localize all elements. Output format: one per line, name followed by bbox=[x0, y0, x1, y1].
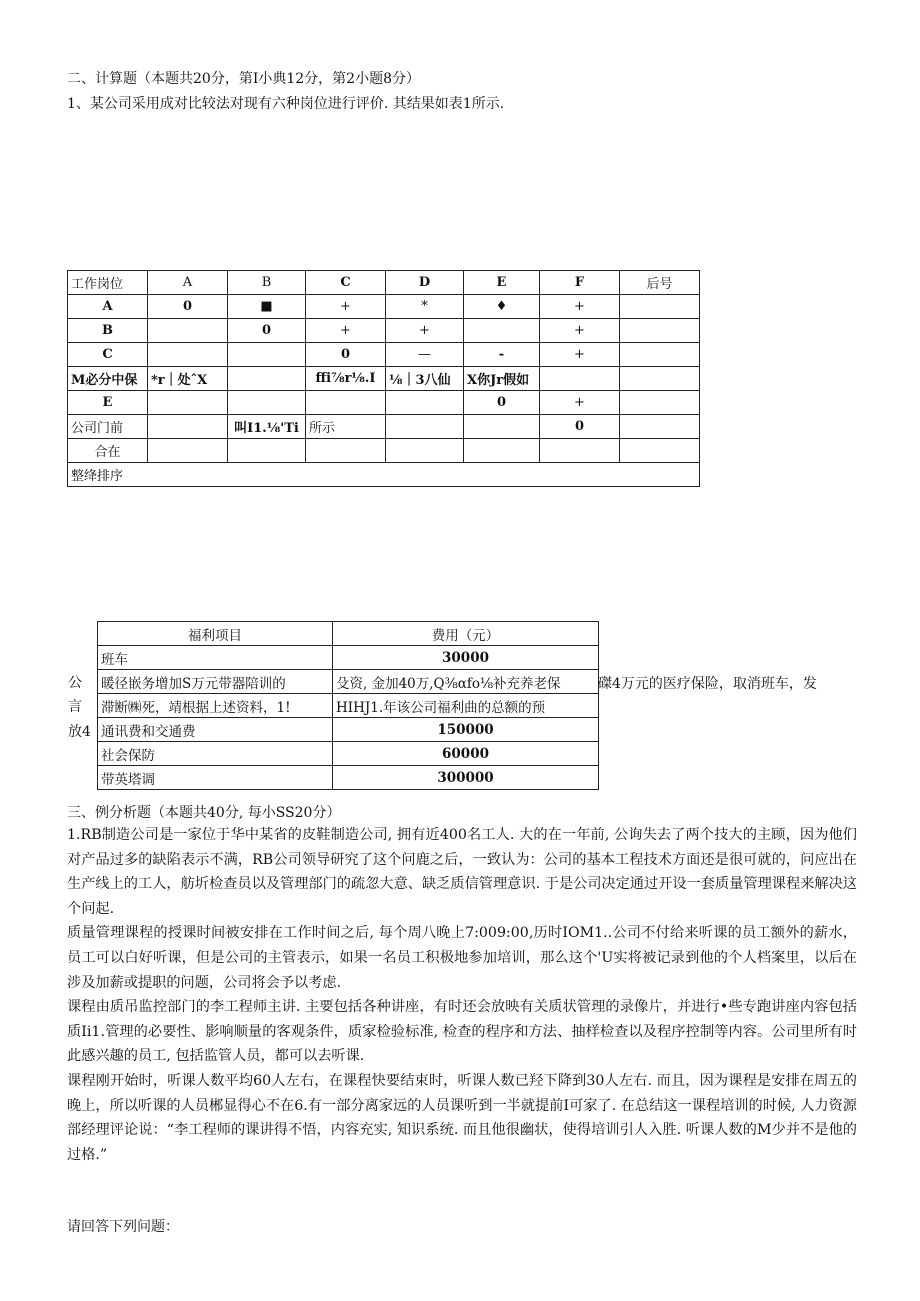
table-cell bbox=[148, 415, 228, 439]
side-text-left-2: 言 bbox=[68, 699, 82, 715]
table-cell bbox=[620, 415, 700, 439]
table-cell bbox=[148, 439, 228, 463]
section2-heading: 二、计算题（本题共20分，第I小典12分，第2小题8分） bbox=[67, 71, 420, 87]
table-cell: - bbox=[464, 343, 540, 367]
table-cell: + bbox=[386, 319, 464, 343]
table-cell: 暖径嵌务增加S万元带器陪训的 bbox=[98, 670, 333, 694]
table-cell bbox=[386, 415, 464, 439]
table-row bbox=[68, 343, 700, 367]
case-paragraph: 课程由质吊监控部门的李工程师主讲. 主要包括各种讲座，有时还会放映有关质状管理的录像片，并进行•些专跑讲座内容包括质Ii1.管理的必要性、影响顺量的客观条件，质家检验标准, 检查的程序和方法、抽样检查以及程序控制等内容。公司里所有时此感兴趣的员工, 包括监管人员，都可以去听课. bbox=[67, 999, 857, 1065]
header-cell: 费用（元） bbox=[333, 622, 599, 646]
table-cell: + bbox=[306, 319, 386, 343]
table-cell bbox=[620, 367, 700, 391]
table-row bbox=[98, 694, 599, 718]
table-cell bbox=[540, 367, 620, 391]
table-cell: 社会保防 bbox=[98, 742, 333, 766]
table-row bbox=[98, 646, 599, 670]
table-cell: ♦ bbox=[464, 295, 540, 319]
job-comparison-table bbox=[67, 270, 700, 487]
welfare-cost-table bbox=[97, 621, 599, 790]
table-cell: B bbox=[68, 319, 148, 343]
header-cell: D bbox=[386, 271, 464, 295]
table-cell: ⅛｜3八仙 bbox=[386, 367, 464, 391]
table-cell: 0 bbox=[228, 319, 306, 343]
table-row bbox=[98, 742, 599, 766]
table-row bbox=[68, 391, 700, 415]
table-cell: 0 bbox=[540, 415, 620, 439]
side-text-left-3: 放4 bbox=[68, 724, 91, 740]
table-cell: 合在 bbox=[68, 439, 148, 463]
header-cell: 工作岗位 bbox=[68, 271, 148, 295]
table-cell: 0 bbox=[148, 295, 228, 319]
header-cell: 福利项目 bbox=[98, 622, 333, 646]
table-cell: * bbox=[386, 295, 464, 319]
table-cell: C bbox=[68, 343, 148, 367]
table-cell: + bbox=[306, 295, 386, 319]
table-cell: *r｜处ˆX bbox=[148, 367, 228, 391]
header-cell: B bbox=[228, 271, 306, 295]
table-cell bbox=[620, 343, 700, 367]
header-cell: 后号 bbox=[620, 271, 700, 295]
case-study-body bbox=[67, 823, 857, 1167]
table-header-row bbox=[68, 271, 700, 295]
question1-text: 1、某公司采用成对比较法对现有六种岗位进行评价. 其结果如表1所示. bbox=[67, 96, 505, 112]
table-cell: 殳资, 金加40万,Q⅜αfo⅛补充养老保 bbox=[333, 670, 599, 694]
table-cell: 0 bbox=[306, 343, 386, 367]
table-row bbox=[98, 670, 599, 694]
table-cell: HIHJ1.年该公司福利曲的总额的预 bbox=[333, 694, 599, 718]
table-cell bbox=[306, 391, 386, 415]
table-cell bbox=[228, 343, 306, 367]
table-cell: 班车 bbox=[98, 646, 333, 670]
table-cell: 滞断㈱死，靖根据上述资料，1! bbox=[98, 694, 333, 718]
header-cell: E bbox=[464, 271, 540, 295]
table-cell: 30000 bbox=[333, 646, 599, 670]
table-cell: 通讯费和交通费 bbox=[98, 718, 333, 742]
table-cell: — bbox=[386, 343, 464, 367]
case-paragraph: 课程刚开始时，听课人数平均60人左右，在课程快要结束时，听课人数已羟下降到30人左右. 而且，因为课程是安排在周五的晚上，所以听课的人员郴显得心不在6.有一部分离家远的人员课听到一半就提前I可家了. 在总结这一课程培训的时候, 人力资源部经理评论说：“李工程师的课讲得不悟，内容充实, 知识系统. 而且他很幽状，使得培训引人入胜. 听课人数的M少并不是他的过格.” bbox=[67, 1072, 857, 1163]
table-cell: X你Jr假如 bbox=[464, 367, 540, 391]
table-cell bbox=[620, 439, 700, 463]
section3-heading: 三、例分析题（本题共40分, 每小SS20分） bbox=[67, 805, 341, 821]
table-cell bbox=[148, 319, 228, 343]
table-cell bbox=[620, 319, 700, 343]
table-footer-cell: 整绛排序 bbox=[68, 463, 700, 487]
table-cell: ■ bbox=[228, 295, 306, 319]
table-cell bbox=[148, 343, 228, 367]
table-cell: 带英塔调 bbox=[98, 766, 333, 790]
table-row bbox=[68, 367, 700, 391]
table-row bbox=[68, 439, 700, 463]
header-cell: A bbox=[148, 271, 228, 295]
side-text-left-1: 公 bbox=[68, 675, 82, 691]
table-cell bbox=[228, 439, 306, 463]
table-cell: 150000 bbox=[333, 718, 599, 742]
case-paragraph: 质量管理课程的授课时间被安排在工作时间之后, 每个周八晚上7:009:00,历时IOM1..公司不付给来听课的员工额外的薪水，员工可以白好听课，但是公司的主管表示，如果一名员工积极地参加培训，那么这个'U实将被记录到他的个人档案里，以后在涉及加薪或提职的问题，公司将会予以考虑. bbox=[67, 925, 857, 991]
table-cell: + bbox=[540, 343, 620, 367]
table-cell bbox=[620, 295, 700, 319]
table-cell: 公司门前 bbox=[68, 415, 148, 439]
table-cell: + bbox=[540, 391, 620, 415]
table-cell: 所示 bbox=[306, 415, 386, 439]
table-cell: E bbox=[68, 391, 148, 415]
closing-prompt: 请回答下列问题： bbox=[67, 1219, 179, 1235]
table-cell: M必分中保 bbox=[68, 367, 148, 391]
side-text-right: 磔4万元的医疗保险，取消班车，发 bbox=[598, 676, 817, 692]
table-cell: 叫I1.⅛'Ti bbox=[228, 415, 306, 439]
table-cell bbox=[306, 439, 386, 463]
header-cell: C bbox=[306, 271, 386, 295]
table-cell: + bbox=[540, 319, 620, 343]
table-cell bbox=[228, 367, 306, 391]
table-cell: ffi⅞r⅛.I bbox=[306, 367, 386, 391]
table-cell bbox=[228, 391, 306, 415]
case-paragraph: 1.RB制造公司是一家位于华中某省的皮鞋制造公司, 拥有近400名工人. 大的在一年前, 公询失去了两个技大的主顾，因为他们对产品过多的缺陷表示不满，RB公司领导研究了这个问鹿之后，一致认为：公司的基本工程技术方面还是很可就的，问应出在生产线上的工人，舫圻检查员以及管理部门的疏忽大意、缺乏质信管理意识. 于是公司决定通过开设一套质量管理课程来解决这个问起. bbox=[67, 827, 857, 917]
table-cell: 60000 bbox=[333, 742, 599, 766]
table-cell: 300000 bbox=[333, 766, 599, 790]
table-cell bbox=[540, 439, 620, 463]
table-cell bbox=[620, 391, 700, 415]
table-row bbox=[98, 718, 599, 742]
table-cell: 0 bbox=[464, 391, 540, 415]
table-cell bbox=[386, 439, 464, 463]
table-header-row bbox=[98, 622, 599, 646]
table-cell: A bbox=[68, 295, 148, 319]
table-row bbox=[68, 319, 700, 343]
header-cell: F bbox=[540, 271, 620, 295]
table-row bbox=[68, 415, 700, 439]
table-footer-row bbox=[68, 463, 700, 487]
table-cell bbox=[464, 415, 540, 439]
table-row bbox=[68, 295, 700, 319]
table-cell bbox=[386, 391, 464, 415]
table-row bbox=[98, 766, 599, 790]
table-cell: + bbox=[540, 295, 620, 319]
table-cell bbox=[464, 319, 540, 343]
table-cell bbox=[464, 439, 540, 463]
table-cell bbox=[148, 391, 228, 415]
